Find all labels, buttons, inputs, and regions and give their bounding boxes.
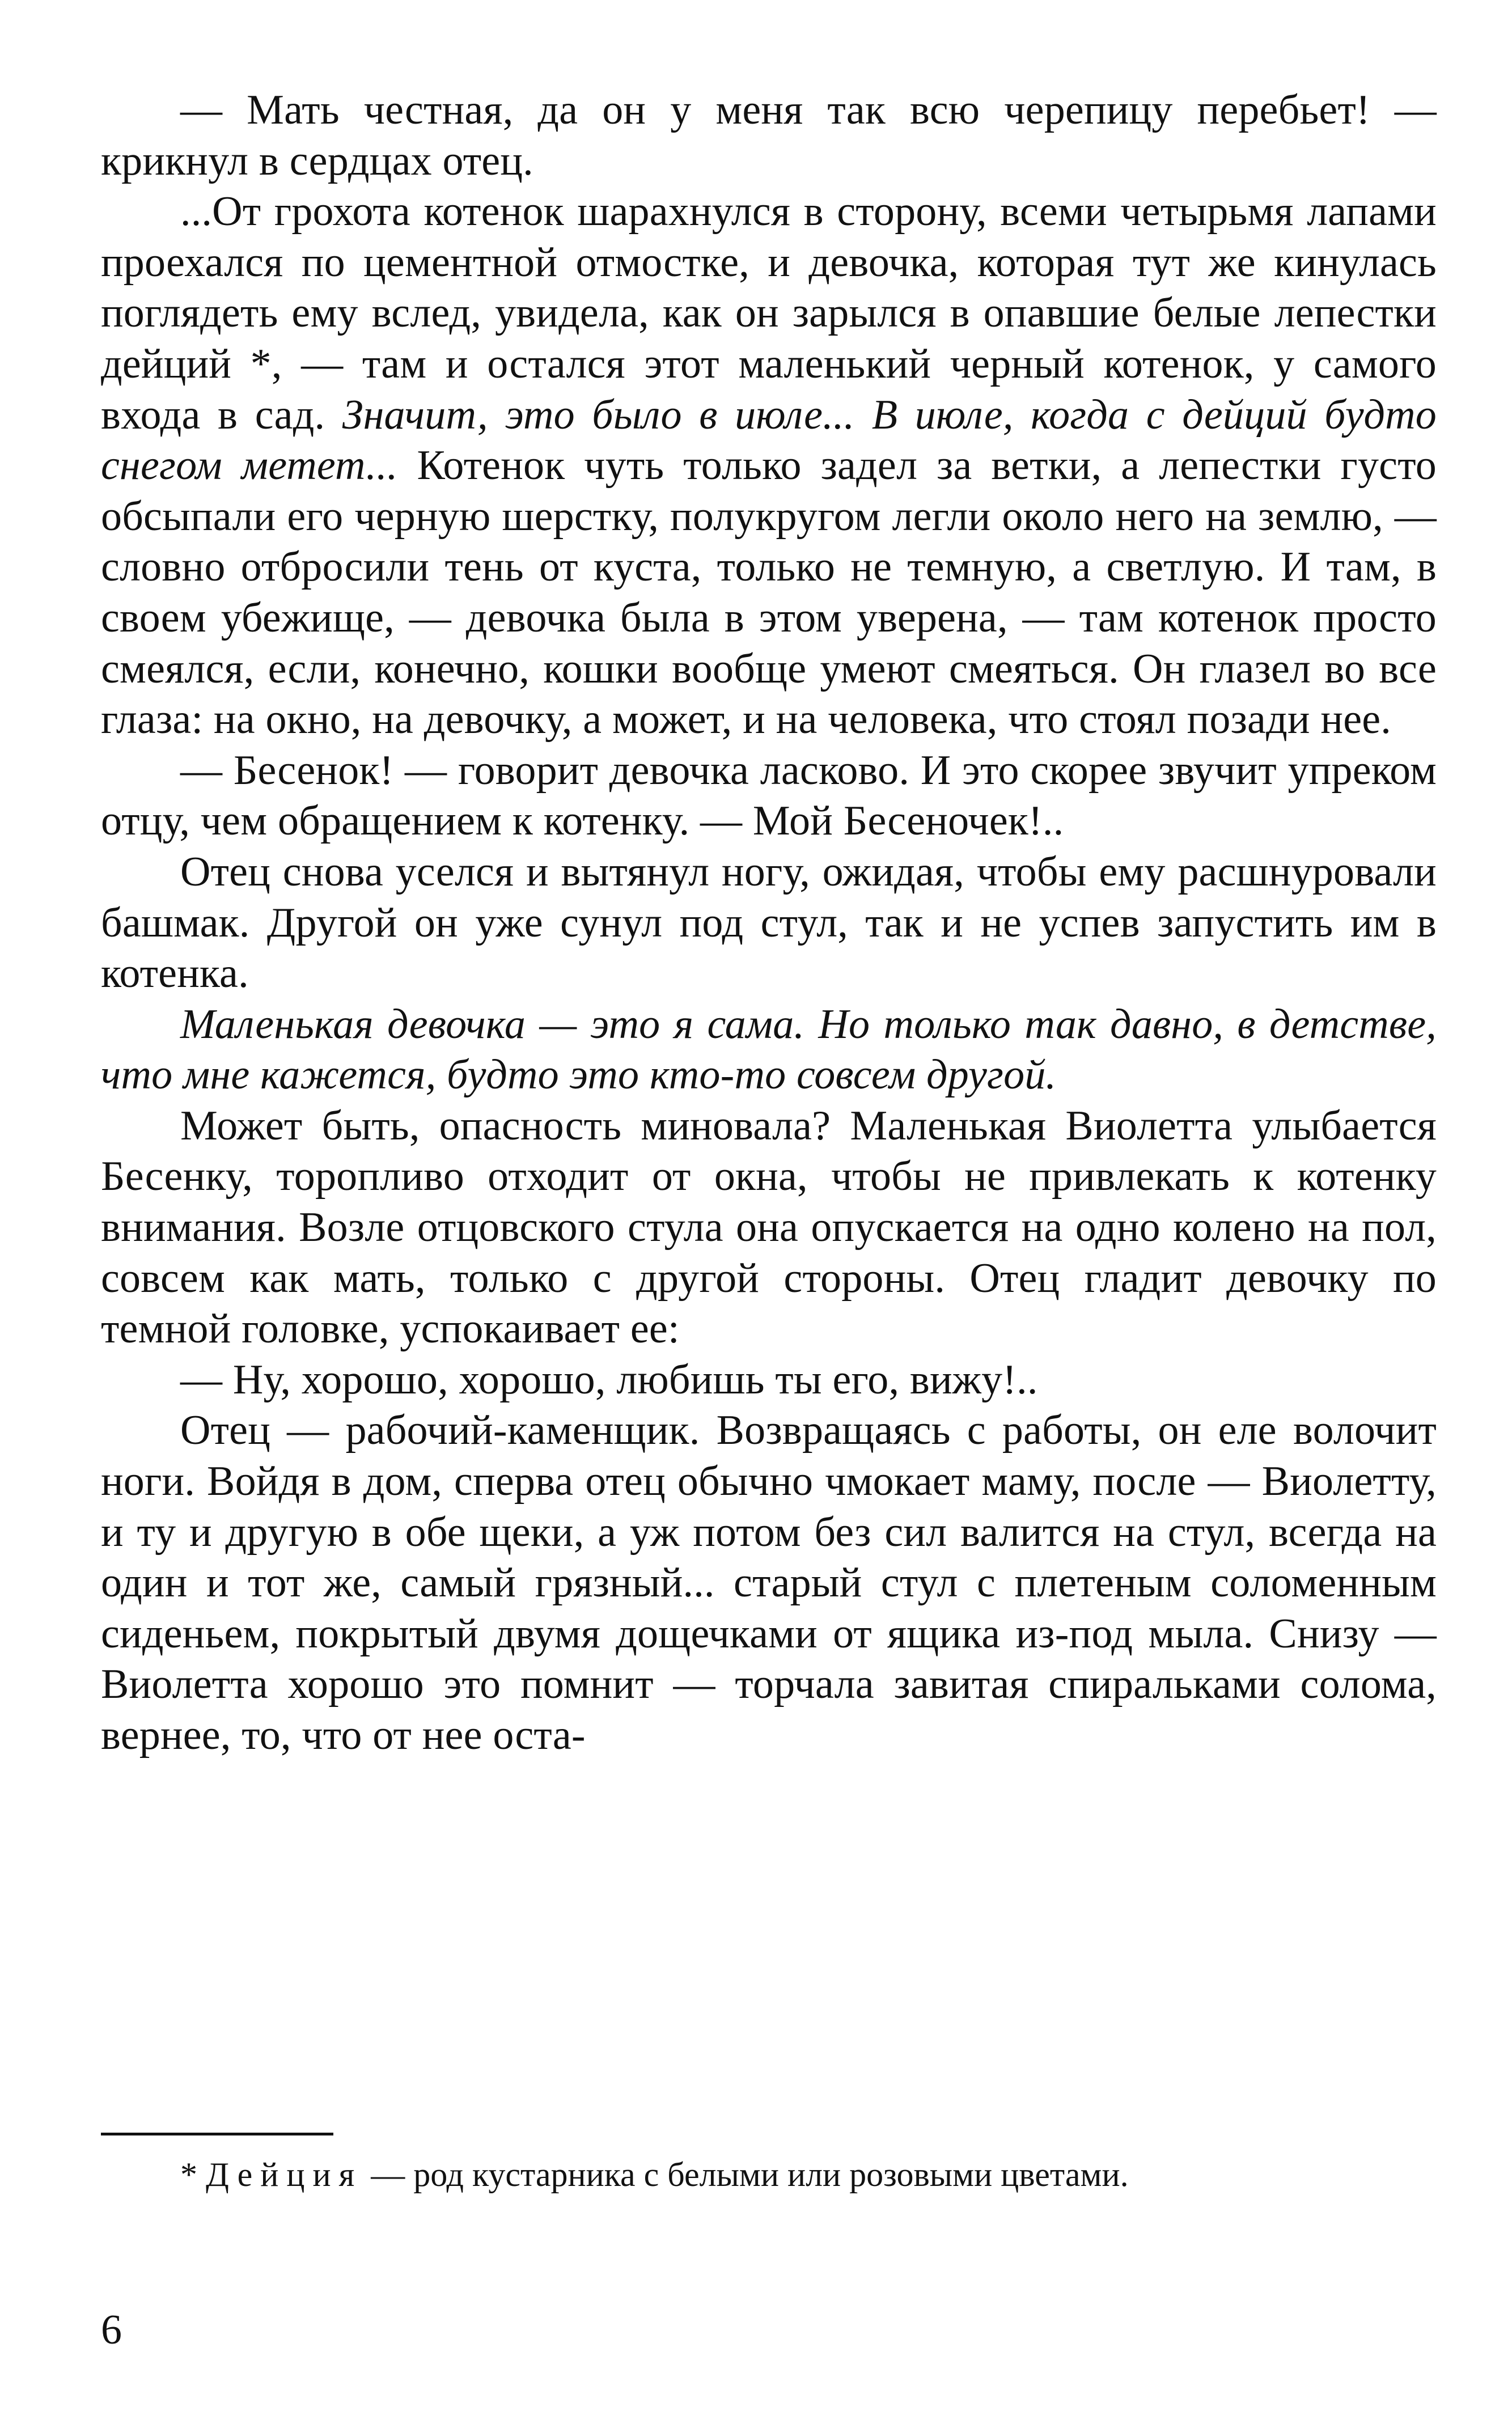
page-number: 6 bbox=[101, 2307, 122, 2353]
text-segment: ...От грохота котенок шарахнулся в сторону, всеми четырьмя лапами проехался по цементной отмостке, и девочка, которая тут же кинулась поглядеть ему вслед, увидела, как он зарылся в опавшие белые лепестки дейций *, — там и остался этот маленький черный котенок, у самого входа в сад. bbox=[101, 188, 1437, 438]
paragraph: Отец — рабочий-каменщик. Возвращаясь с работы, он еле волочит ноги. Войдя в дом, сперва отец обычно чмокает маму, после — Виолетту, и ту и другую в обе щеки, а уж потом без сил валится на стул, всегда на один и тот же, самый грязный... старый стул с плетеным соломенным сиденьем, покрытый двумя дощечками от ящика из-под мыла. Снизу — Виолетта хорошо это помнит — торчала завитая спиральками солома, вернее, то, что от нее оста- bbox=[101, 1407, 1437, 1759]
footnote-marker: * bbox=[180, 2156, 206, 2193]
footnote bbox=[101, 2154, 1437, 2195]
italic-paragraph: Маленькая девочка — это я сама. Но только так давно, в детстве, что мне кажется, будто это кто-то совсем другой. bbox=[101, 1001, 1437, 1099]
paragraph: — Бесенок! — говорит девочка ласково. И это скорее звучит упреком отцу, чем обращением к котенку. — Мой Бесеночек!.. bbox=[101, 747, 1437, 845]
main-text bbox=[101, 85, 1437, 1761]
paragraph bbox=[101, 187, 1437, 745]
italic-text-segment: Значит, это было в июле... В июле, когда с дейций будто снегом метет... bbox=[101, 391, 1437, 489]
paragraph: — Ну, хорошо, хорошо, любишь ты его, вижу!.. bbox=[180, 1356, 1038, 1403]
paragraph: — Мать честная, да он у меня так всю черепицу перебьет! — крикнул в сердцах отец. bbox=[101, 87, 1437, 184]
paragraph: Может быть, опасность миновала? Маленькая Виолетта улыбается Бесенку, торопливо отходит от окна, чтобы не привлекать к котенку внимания. Возле отцовского стула она опускается на одно колено на пол, совсем как мать, только с другой стороны. Отец гладит девочку по темной головке, успокаивает ее: bbox=[101, 1102, 1437, 1353]
footnote-term: Дейция bbox=[206, 2156, 363, 2193]
footnote-text: — род кустарника с белыми или розовыми цветами. bbox=[362, 2156, 1129, 2193]
page-body bbox=[101, 85, 1437, 1761]
paragraph: Отец снова уселся и вытянул ногу, ожидая, чтобы ему расшнуровали башмак. Другой он уже сунул под стул, так и не успев запустить им в котенка. bbox=[101, 848, 1437, 997]
text-segment: Котенок чуть только задел за ветки, а лепестки густо обсыпали его черную шерстку, полукругом легли около него на землю, — словно отбросили тень от куста, только не темную, а светлую. И там, в своем убежище, — девочка была в этом уверена, — там котенок просто смеялся, если, конечно, кошки вообще умеют смеяться. Он глазел во все глаза: на окно, на девочку, а может, и на человека, что стоял позади нее. bbox=[101, 442, 1437, 743]
footnote-divider bbox=[101, 2133, 333, 2135]
